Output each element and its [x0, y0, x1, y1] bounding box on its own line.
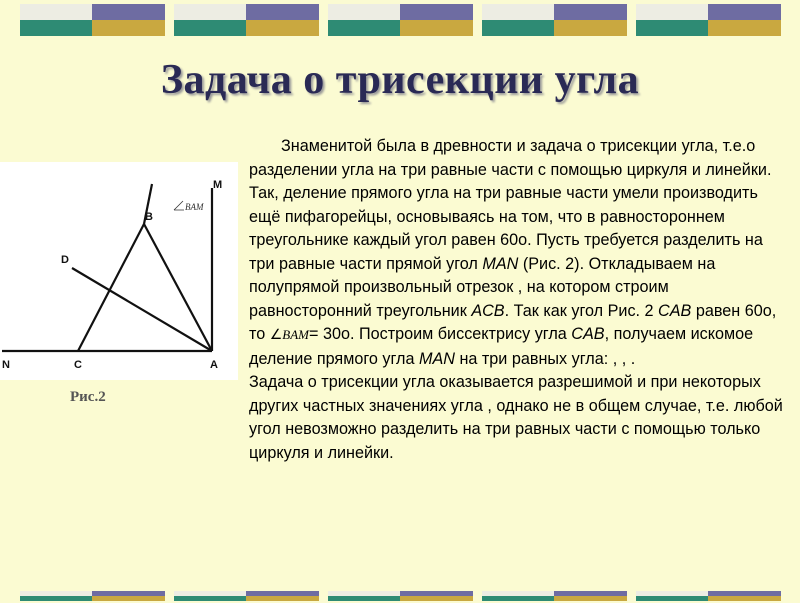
- label-N: N: [2, 359, 10, 371]
- deco-tile: [20, 4, 165, 36]
- geometry-figure: [0, 162, 238, 380]
- deco-tile: [20, 591, 165, 603]
- label-A: A: [210, 359, 218, 371]
- angle-bam: BAM: [282, 327, 310, 342]
- deco-tile: [328, 4, 473, 36]
- angle-symbol: ∠: [269, 328, 283, 343]
- top-decoration-band: [0, 4, 800, 36]
- deco-tile: [636, 4, 781, 36]
- deco-tile: [174, 591, 319, 603]
- segment-CB: [78, 224, 144, 351]
- deco-tile: [328, 591, 473, 603]
- angle-note-label: BAM: [185, 202, 204, 212]
- label-M: M: [213, 179, 223, 191]
- deco-tile: [482, 4, 627, 36]
- deco-tile: [174, 4, 319, 36]
- deco-tile: [636, 591, 781, 603]
- body-text: [249, 135, 789, 465]
- angle-note: [174, 201, 204, 212]
- bottom-decoration-band: [0, 591, 800, 603]
- paragraph-1: Знаменитой была в древности и задача о трисекции угла, т.е.о разделении угла на три равные части с помощью циркуля и линейки. Так, деление прямого угла на три равные части умели производить ещё пифагорейцы, основываясь на том, что в равностороннем треугольнике каждый угол равен 60о. Пусть требуется разделить на три равные части прямой угол MAN (Рис. 2). Откладываем на полупрямой произвольный отрезок , на котором строим равносторонний треугольник ACB. Так как угол Рис. 2 CAB равен 60о, то ∠BAM= 30о. Построим биссектрису угла CAB, получаем искомое деление прямого угла MAN на три равных угла: , , .: [249, 137, 777, 368]
- slide-title: Задача о трисекции угла: [160, 57, 640, 103]
- figure-caption: Рис.2: [70, 389, 106, 405]
- paragraph-2: Задача о трисекции угла оказывается разрешимой и при некоторых других частных значениях угла , однако не в общем случае, т.е. любой угол невозможно разделить на три равных части с помощью только циркуля и линейки.: [249, 373, 783, 462]
- label-D: D: [61, 254, 69, 266]
- label-C: C: [74, 359, 82, 371]
- trisection-diagram: [0, 162, 238, 380]
- deco-tile: [482, 591, 627, 603]
- label-B: B: [145, 211, 153, 223]
